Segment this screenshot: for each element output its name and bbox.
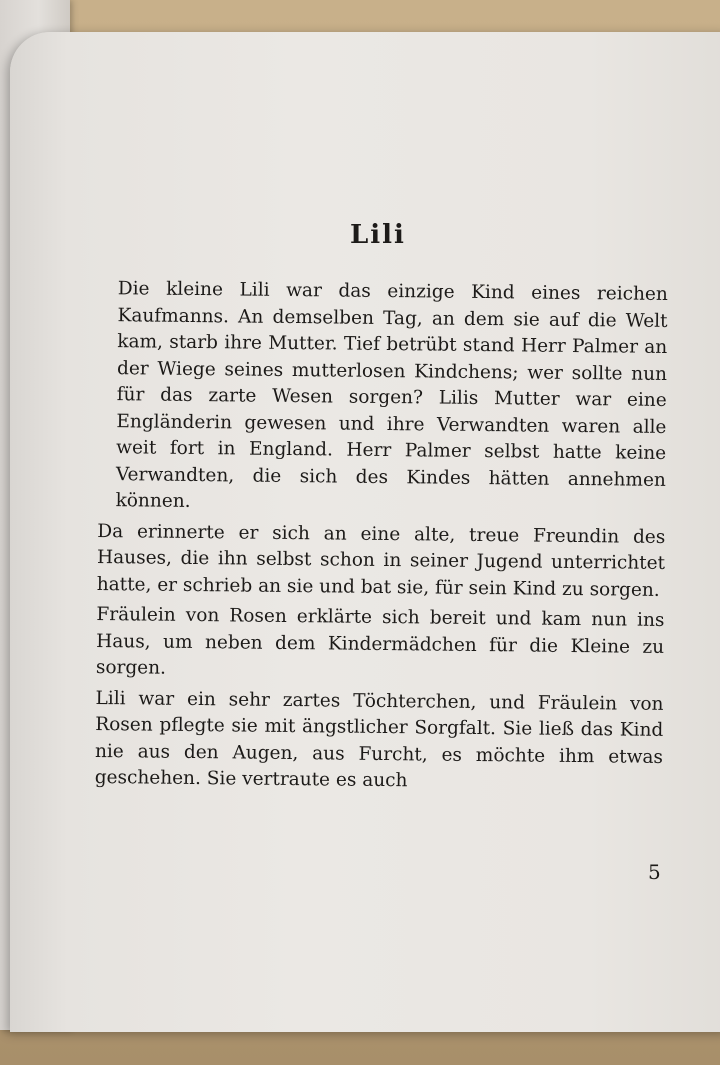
paragraph-1: Die kleine Lili war das einzige Kind eines reichen Kaufmanns. An demselben Tag, an dem sie auf die Welt kam, starb ihre Mutter. Tief betrübt stand Herr Palmer an der Wiege seines mutterlosen Kindchens; wer sollte nun für das zarte Wesen sorgen? Lilis Mutter war eine Engländerin gewesen und ihre Verwandten waren alle weit fort in England. Herr Palmer selbst hatte keine Verwandten, die sich des Kindes hätten annehmen können. [115, 278, 668, 512]
paragraph-4: Lili war ein sehr zartes Töchterchen, und Fräulein von Rosen pflegte sie mit ängstlicher Sorgfalt. Sie ließ das Kind nie aus den Augen, aus Furcht, es möchte ihm etwas geschehen. Sie vertraute es auch [94, 687, 664, 792]
paragraph-2: Da erinnerte er sich an eine alte, treue Freundin des Hauses, die ihn selbst schon in seiner Jugend unterrichtet hatte, er schrieb an sie und bat sie, für sein Kind zu sorgen. [96, 520, 666, 601]
chapter-title: Lili [350, 220, 406, 250]
paragraph-3: Fräulein von Rosen erklärte sich bereit und kam nun ins Haus, um neben dem Kindermädchen für die Kleine zu sorgen. [95, 603, 665, 679]
body-text [95, 276, 668, 801]
page-number: 5 [648, 860, 661, 884]
